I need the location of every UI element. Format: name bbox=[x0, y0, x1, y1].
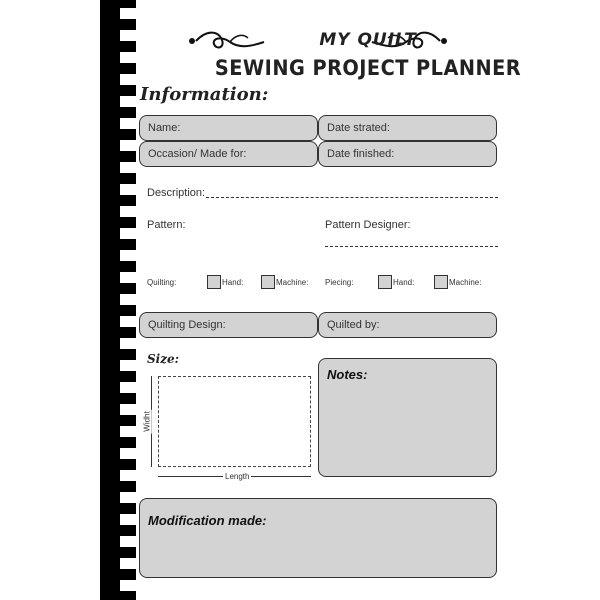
binding-hole bbox=[120, 8, 136, 19]
information-heading: Information: bbox=[140, 84, 269, 105]
date-finished-field[interactable] bbox=[318, 141, 497, 167]
binding-hole bbox=[120, 272, 136, 283]
binding-hole bbox=[120, 96, 136, 107]
quilting-hand-checkbox[interactable] bbox=[207, 275, 221, 289]
pattern-label: Pattern: bbox=[147, 219, 186, 231]
pattern-designer-label: Pattern Designer: bbox=[325, 219, 411, 231]
width-label: Widht bbox=[142, 411, 152, 432]
binding-hole bbox=[120, 30, 136, 41]
description-label: Description: bbox=[147, 187, 206, 199]
title-line-2: SEWING PROJECT PLANNER bbox=[214, 56, 522, 80]
quilting-label: Quilting: bbox=[147, 278, 177, 287]
binding-hole bbox=[120, 558, 136, 569]
binding-hole bbox=[120, 184, 136, 195]
quilting-design-label: Quilting Design: bbox=[148, 319, 226, 331]
binding-hole bbox=[120, 338, 136, 349]
binding-hole bbox=[120, 228, 136, 239]
quilting-design-field[interactable] bbox=[139, 312, 318, 338]
quilted-by-field[interactable] bbox=[318, 312, 497, 338]
quilted-by-label: Quilted by: bbox=[327, 319, 380, 331]
size-drawing-area[interactable] bbox=[158, 376, 311, 467]
binding-hole bbox=[120, 492, 136, 503]
binding-hole bbox=[120, 118, 136, 129]
binding-hole bbox=[120, 206, 136, 217]
binding-hole bbox=[120, 316, 136, 327]
occasion-field[interactable] bbox=[139, 141, 318, 167]
binding-hole bbox=[120, 448, 136, 459]
occasion-label: Occasion/ Made for: bbox=[148, 148, 247, 160]
modification-heading: Modification made: bbox=[148, 513, 267, 528]
quilting-machine-label: Machine: bbox=[276, 278, 309, 287]
binding-hole bbox=[120, 294, 136, 305]
binding-hole bbox=[120, 470, 136, 481]
binding-hole bbox=[120, 536, 136, 547]
name-field[interactable] bbox=[139, 115, 318, 141]
piecing-label: Piecing: bbox=[325, 278, 354, 287]
date-finished-label: Date finished: bbox=[327, 148, 395, 160]
name-label: Name: bbox=[148, 122, 181, 134]
piecing-hand-checkbox[interactable] bbox=[378, 275, 392, 289]
notes-box[interactable] bbox=[318, 358, 497, 477]
binding-hole bbox=[120, 52, 136, 63]
binding-hole bbox=[120, 580, 136, 591]
piecing-machine-checkbox[interactable] bbox=[434, 275, 448, 289]
binding-hole bbox=[120, 360, 136, 371]
description-line[interactable] bbox=[206, 197, 498, 198]
binding-hole bbox=[120, 514, 136, 525]
notes-heading: Notes: bbox=[327, 367, 368, 382]
binding-hole bbox=[120, 162, 136, 173]
binding-hole bbox=[120, 404, 136, 415]
piecing-hand-label: Hand: bbox=[393, 278, 415, 287]
binding-hole bbox=[120, 140, 136, 151]
binding-hole bbox=[120, 382, 136, 393]
quilting-hand-label: Hand: bbox=[222, 278, 244, 287]
binding-hole bbox=[120, 74, 136, 85]
title-line-1: MY QUILT bbox=[319, 30, 417, 50]
date-started-field[interactable] bbox=[318, 115, 497, 141]
size-heading: Size: bbox=[147, 352, 180, 366]
pattern-designer-line[interactable] bbox=[325, 246, 498, 247]
modification-box[interactable] bbox=[139, 498, 497, 578]
length-label: Length bbox=[225, 472, 250, 481]
binding-hole bbox=[120, 250, 136, 261]
quilting-machine-checkbox[interactable] bbox=[261, 275, 275, 289]
planner-page bbox=[136, 0, 600, 600]
binding-hole bbox=[120, 426, 136, 437]
piecing-machine-label: Machine: bbox=[449, 278, 482, 287]
date-started-label: Date strated: bbox=[327, 122, 390, 134]
